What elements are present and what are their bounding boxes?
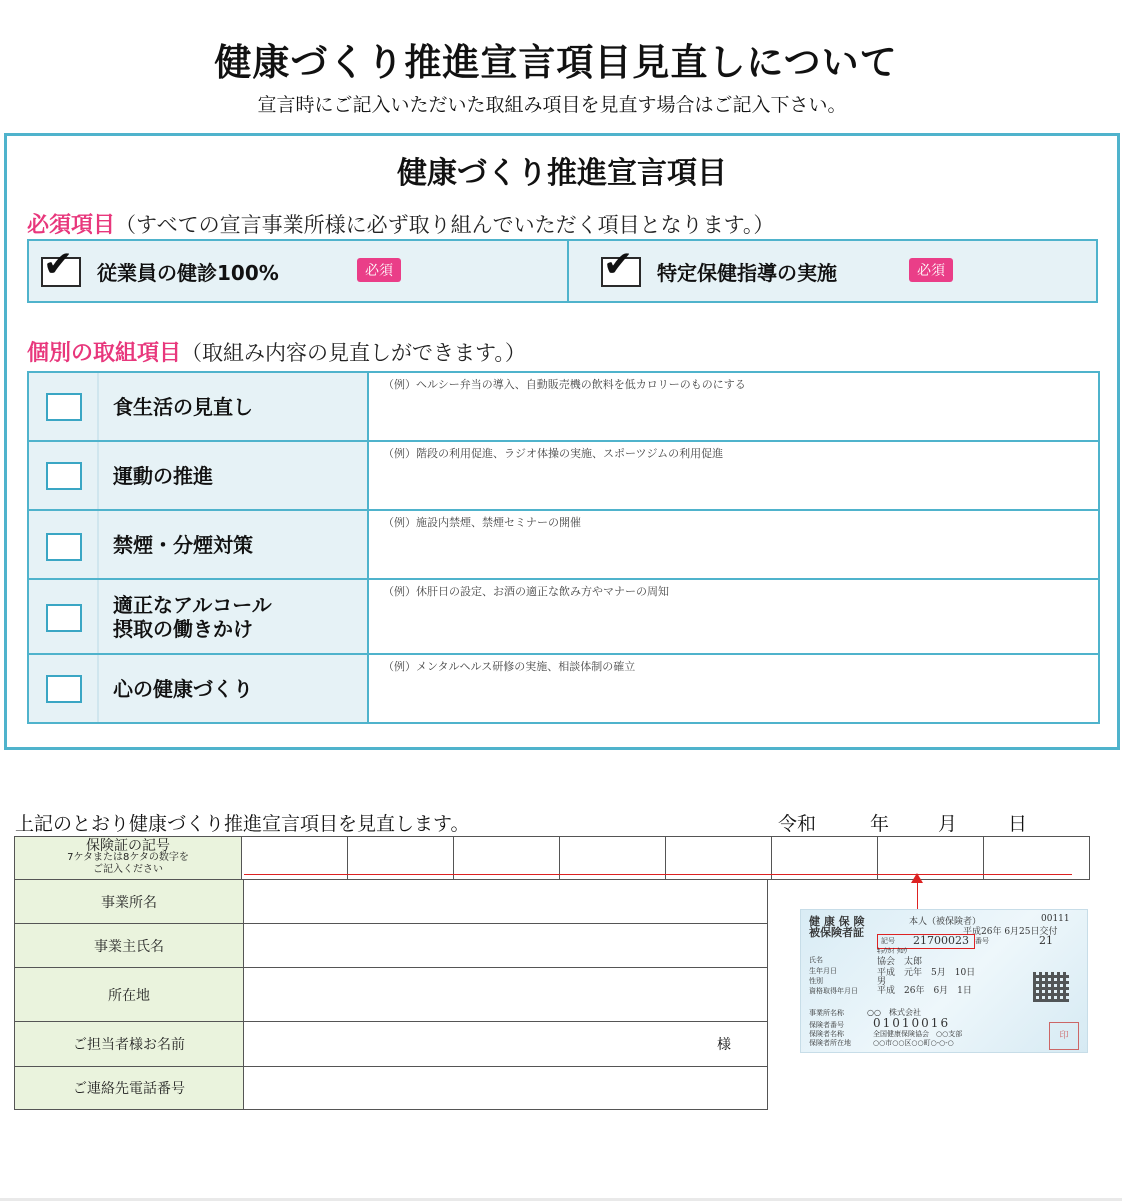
item-example-field[interactable] [369, 511, 1098, 578]
page-title: 健康づくり推進宣言項目見直しについて [214, 41, 898, 84]
office-label: 事業所名 [15, 880, 244, 924]
name-value: 協会 太郎 [877, 957, 923, 967]
bango-label: 番号 [975, 937, 989, 945]
checkbox-checked[interactable] [41, 244, 81, 287]
required-heading: 必須項目 [27, 213, 116, 238]
birth-label: 生年月日 [809, 967, 837, 975]
item-name: 心の健康づくり [99, 655, 369, 722]
item-example: （例）階段の利用促進、ラジオ体操の実施、スポーツジムの利用促進 [383, 447, 724, 460]
phone-label: ご連絡先電話番号 [15, 1067, 244, 1110]
owner-label: 事業主氏名 [15, 924, 244, 968]
item-checkbox-cell [29, 655, 99, 722]
honorific: 様 [717, 1037, 731, 1053]
item-checkbox[interactable] [46, 533, 82, 561]
acquisition-value: 平成 26年 6月 1日 [877, 986, 972, 996]
item-example: （例）メンタルヘルス研修の実施、相談体制の確立 [383, 660, 636, 673]
individual-note: （取組み内容の見直しができます。） [181, 341, 526, 365]
office-name-value: ○○ 株式会社 [867, 1008, 921, 1017]
arrow-up-icon [911, 873, 923, 883]
acquisition-label: 資格取得年月日 [809, 987, 858, 995]
insurer-address-label: 保険者所在地 [809, 1039, 851, 1047]
insurance-label-cell [15, 837, 242, 880]
item-name: 運動の推進 [99, 442, 369, 509]
required-badge: 必須 [909, 258, 953, 282]
item-checkbox[interactable] [46, 604, 82, 632]
insurer-name-label: 保険者名称 [809, 1030, 844, 1038]
item-row [29, 373, 1098, 440]
item-example-field[interactable] [369, 580, 1098, 653]
required-item-guidance [567, 241, 1096, 301]
card-person-type: 本人（被保険者） [909, 917, 982, 927]
page-subtitle: 宣言時にご記入いただいた取組み項目を見直す場合はご記入下さい。 [257, 94, 847, 116]
check-icon: ✔ [43, 244, 74, 285]
name-label: 氏名 [809, 956, 823, 964]
individual-heading: 個別の取組項目 [27, 341, 182, 366]
owner-input[interactable] [244, 924, 768, 968]
required-badge: 必須 [357, 258, 401, 282]
item-example-field[interactable] [369, 655, 1098, 722]
item-row [29, 440, 1098, 509]
required-section-heading [27, 208, 774, 239]
item-name: 食生活の見直し [99, 373, 369, 440]
insurance-hint: ご記入ください [93, 864, 163, 875]
item-example: （例）ヘルシー弁当の導入、自動販売機の飲料を低カロリーのものにする [383, 378, 746, 391]
card-title: 被保険者証 [809, 926, 864, 939]
individual-section-heading [27, 336, 526, 367]
check-icon: ✔ [603, 244, 634, 285]
form-statement: 上記のとおり健康づくり推進宣言項目を見直します。 [15, 813, 470, 835]
office-name-label: 事業所名称 [809, 1009, 844, 1017]
item-name-line1: 適正なアルコール [113, 592, 272, 617]
name-kana: ｷｮｳｶｲ ﾀﾛｳ [877, 947, 908, 955]
contact-label: ご担当者様お名前 [15, 1022, 244, 1067]
insurer-number-value: 01010016 [873, 1016, 951, 1030]
item-name-line2: 摂取の働きかけ [113, 616, 253, 641]
qr-code [1033, 972, 1069, 1002]
date-month: 月 [938, 813, 958, 835]
item-checkbox[interactable] [46, 675, 82, 703]
phone-input[interactable] [244, 1067, 768, 1110]
sex-value: 男 [877, 977, 887, 987]
panel-title: 健康づくり推進宣言項目 [397, 156, 727, 191]
seal-stamp: 印 [1049, 1022, 1079, 1050]
item-checkbox-cell [29, 511, 99, 578]
item-checkbox-cell [29, 442, 99, 509]
insurer-name-value: 全国健康保険協会 ○○支部 [873, 1030, 963, 1038]
address-input[interactable] [244, 968, 768, 1022]
bango-value: 21 [1039, 934, 1053, 947]
applicant-info-table [14, 879, 768, 1110]
required-item-checkup [29, 241, 567, 301]
item-example-field[interactable] [369, 442, 1098, 509]
birth-value: 平成 元年 5月 10日 [877, 968, 976, 978]
office-input[interactable] [244, 880, 768, 924]
date-day: 日 [1008, 813, 1028, 835]
item-row [29, 653, 1098, 722]
indicator-line [244, 874, 1072, 875]
item-name: 禁煙・分煙対策 [99, 511, 369, 578]
insurance-label: 保険証の記号 [86, 838, 170, 854]
item-row [29, 578, 1098, 653]
item-checkbox-cell [29, 373, 99, 440]
required-item-label: 従業員の健診100% [97, 261, 279, 285]
insurer-number-label: 保険者番号 [809, 1021, 844, 1029]
required-item-label: 特定保健指導の実施 [657, 261, 837, 285]
sample-insurance-card [800, 909, 1088, 1053]
card-issue-date: 平成26年 6月25日交付 [963, 927, 1058, 937]
item-checkbox-cell [29, 580, 99, 653]
contact-input[interactable] [244, 1022, 768, 1067]
kigo-label: 記号 [881, 937, 895, 945]
card-number: 00111 [1041, 914, 1070, 924]
required-note: （すべての宣言事業所様に必ず取り組んでいただく項目となります。） [115, 213, 775, 237]
required-items [27, 239, 1098, 303]
date-era: 令和 [778, 813, 817, 835]
item-checkbox[interactable] [46, 462, 82, 490]
item-checkbox[interactable] [46, 393, 82, 421]
sex-label: 性別 [809, 977, 823, 985]
declaration-panel [4, 133, 1120, 750]
item-name [99, 580, 369, 653]
individual-items-table [27, 371, 1100, 724]
item-example: （例）休肝日の設定、お酒の適正な飲み方やマナーの周知 [383, 585, 669, 598]
item-row [29, 509, 1098, 578]
card-title: 健 康 保 険 [809, 915, 865, 928]
date-year: 年 [870, 813, 890, 835]
insurance-hint: 7ケタまたは8ケタの数字を [67, 852, 189, 863]
item-example-field[interactable] [369, 373, 1098, 440]
checkbox-checked[interactable] [601, 244, 641, 287]
insurer-address-value: ○○市○○区○○町○-○-○ [873, 1039, 954, 1047]
address-label: 所在地 [15, 968, 244, 1022]
item-example: （例）施設内禁煙、禁煙セミナーの開催 [383, 516, 581, 529]
kigo-value: 21700023 [913, 934, 969, 947]
